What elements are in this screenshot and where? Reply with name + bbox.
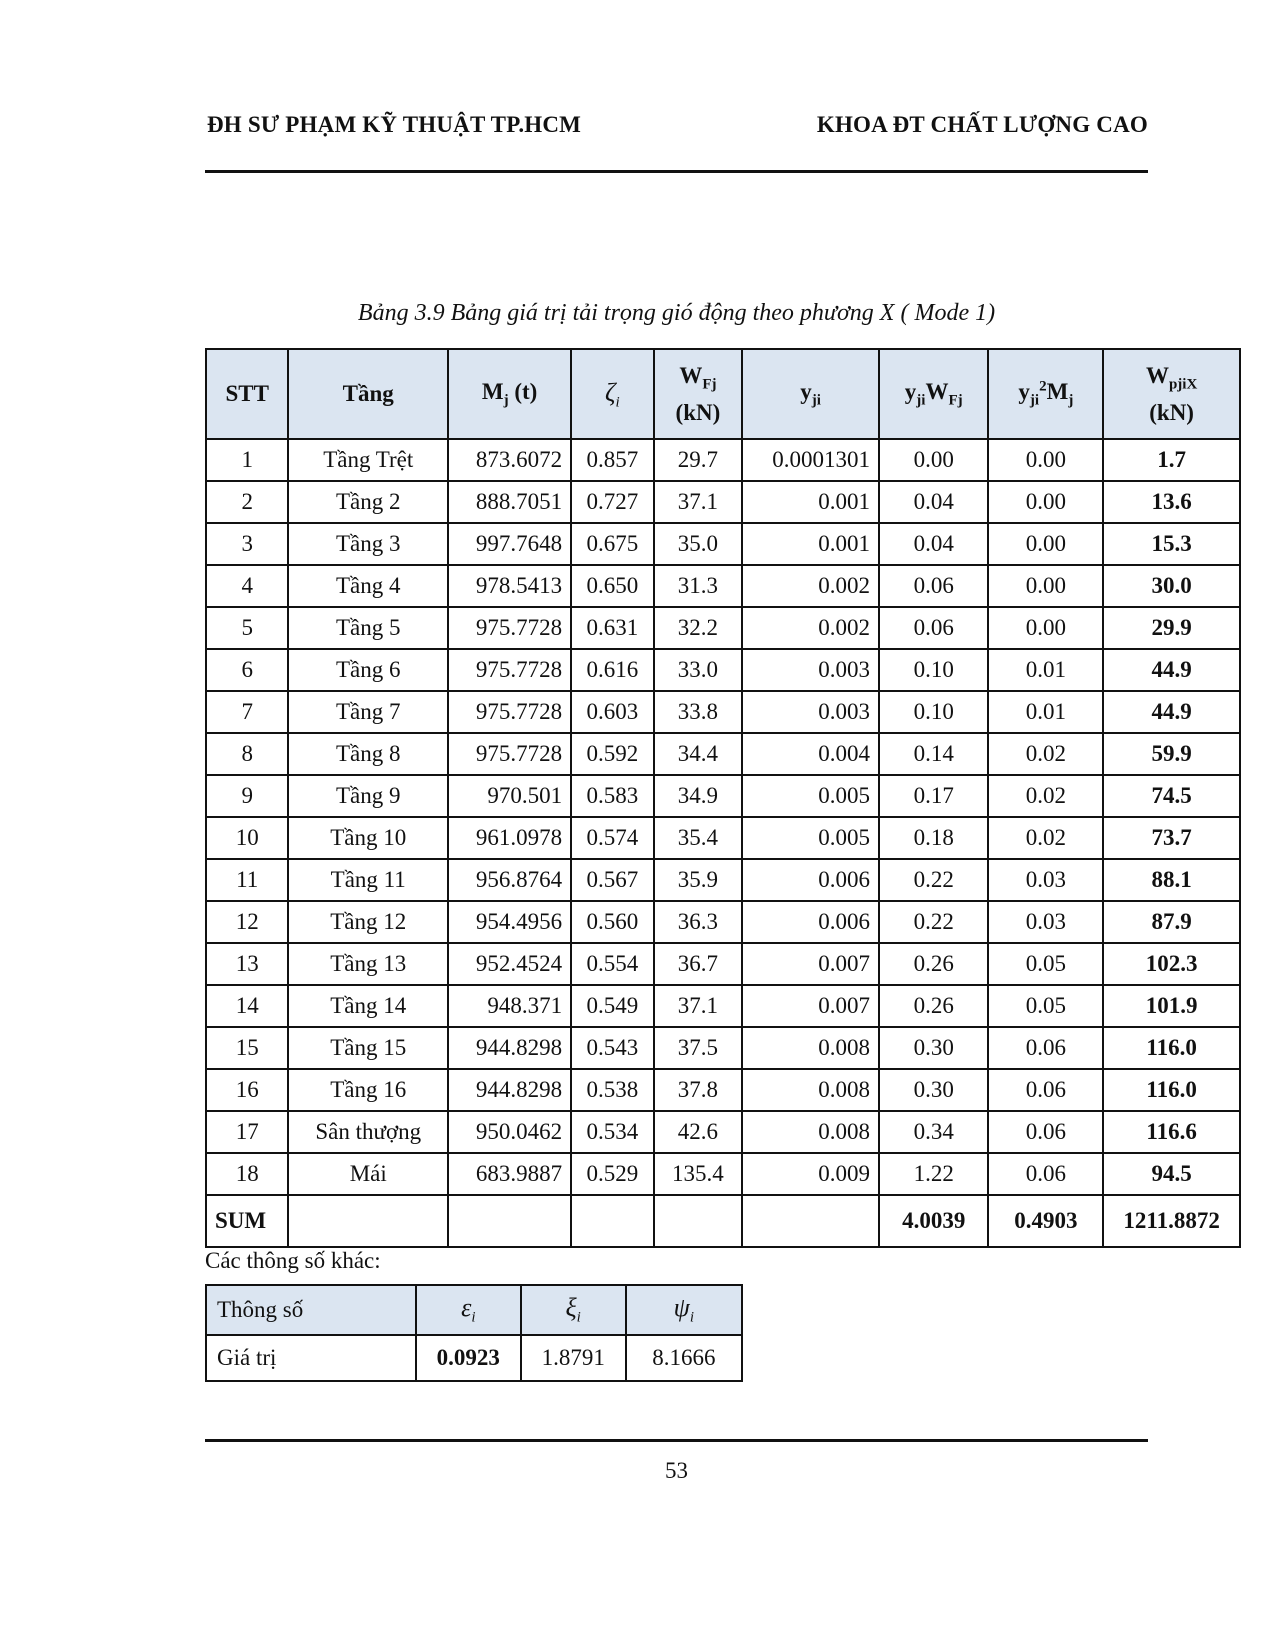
cell-mj: 975.7728 xyxy=(448,607,571,649)
cell-mj: 888.7051 xyxy=(448,481,571,523)
cell-wfj: 36.3 xyxy=(654,901,743,943)
cell-zeta: 0.543 xyxy=(571,1027,653,1069)
table-row xyxy=(206,775,1240,817)
cell-wfj: 37.5 xyxy=(654,1027,743,1069)
cell-yji: 0.007 xyxy=(742,985,879,1027)
cell-tang: Tầng 2 xyxy=(288,481,448,523)
cell-zeta: 0.631 xyxy=(571,607,653,649)
cell-wfj: 35.0 xyxy=(654,523,743,565)
cell-zeta: 0.534 xyxy=(571,1111,653,1153)
psi-header: $\psi_i$ xyxy=(626,1285,742,1335)
cell-yjiwfj: 0.34 xyxy=(879,1111,989,1153)
table-header-row xyxy=(206,349,1240,439)
cell-tang: Tầng 16 xyxy=(288,1069,448,1111)
footer-rule xyxy=(205,1439,1148,1442)
cell-yji2mj: 0.02 xyxy=(988,733,1103,775)
table-row xyxy=(206,607,1240,649)
cell-yji: 0.001 xyxy=(742,481,879,523)
cell-yjiwfj: 0.22 xyxy=(879,859,989,901)
other-params-table xyxy=(205,1284,743,1382)
col-mj: $M_j$ (t) xyxy=(448,349,571,439)
cell-yji: 0.002 xyxy=(742,565,879,607)
sum-row xyxy=(206,1195,1240,1247)
cell-mj: 978.5413 xyxy=(448,565,571,607)
col-wfj: $W_{Fj}$ (kN) xyxy=(654,349,743,439)
cell-wfj: 37.1 xyxy=(654,481,743,523)
cell-wfj: 35.4 xyxy=(654,817,743,859)
cell-zeta: 0.549 xyxy=(571,985,653,1027)
cell-yji: 0.005 xyxy=(742,817,879,859)
cell-zeta: 0.650 xyxy=(571,565,653,607)
cell-wpjix: 73.7 xyxy=(1103,817,1240,859)
cell-stt: 6 xyxy=(206,649,288,691)
cell-mj: 944.8298 xyxy=(448,1027,571,1069)
sum-empty-cell xyxy=(571,1195,653,1247)
cell-wfj: 35.9 xyxy=(654,859,743,901)
cell-yji2mj: 0.06 xyxy=(988,1111,1103,1153)
cell-tang: Tầng Trệt xyxy=(288,439,448,481)
cell-tang: Tầng 9 xyxy=(288,775,448,817)
cell-yji2mj: 0.00 xyxy=(988,523,1103,565)
cell-yji: 0.007 xyxy=(742,943,879,985)
cell-wpjix: 102.3 xyxy=(1103,943,1240,985)
cell-yjiwfj: 0.17 xyxy=(879,775,989,817)
params-value-row xyxy=(206,1335,742,1381)
cell-wfj: 42.6 xyxy=(654,1111,743,1153)
cell-mj: 975.7728 xyxy=(448,649,571,691)
cell-zeta: 0.554 xyxy=(571,943,653,985)
cell-wpjix: 74.5 xyxy=(1103,775,1240,817)
cell-mj: 975.7728 xyxy=(448,733,571,775)
table-row xyxy=(206,649,1240,691)
params-header-row xyxy=(206,1285,742,1335)
table-row xyxy=(206,733,1240,775)
cell-tang: Tầng 3 xyxy=(288,523,448,565)
cell-tang: Tầng 6 xyxy=(288,649,448,691)
cell-zeta: 0.857 xyxy=(571,439,653,481)
cell-stt: 3 xyxy=(206,523,288,565)
cell-yji: 0.005 xyxy=(742,775,879,817)
table-row xyxy=(206,1027,1240,1069)
cell-mj: 950.0462 xyxy=(448,1111,571,1153)
table-row xyxy=(206,439,1240,481)
cell-yji: 0.003 xyxy=(742,691,879,733)
cell-wfj: 34.9 xyxy=(654,775,743,817)
cell-yji: 0.003 xyxy=(742,649,879,691)
cell-yji2mj: 0.03 xyxy=(988,901,1103,943)
cell-yji2mj: 0.03 xyxy=(988,859,1103,901)
cell-yji: 0.008 xyxy=(742,1069,879,1111)
col-yji2mj: $y_{ji}^2M_j$ xyxy=(988,349,1103,439)
cell-zeta: 0.560 xyxy=(571,901,653,943)
table-row xyxy=(206,1153,1240,1195)
cell-mj: 975.7728 xyxy=(448,691,571,733)
cell-zeta: 0.529 xyxy=(571,1153,653,1195)
col-yji: $y_{ji}$ xyxy=(742,349,879,439)
table-row xyxy=(206,691,1240,733)
cell-tang: Tầng 8 xyxy=(288,733,448,775)
cell-stt: 12 xyxy=(206,901,288,943)
cell-stt: 5 xyxy=(206,607,288,649)
cell-yji: 0.008 xyxy=(742,1027,879,1069)
cell-wfj: 33.8 xyxy=(654,691,743,733)
col-yjiwfj: $y_{ji}W_{Fj}$ xyxy=(879,349,989,439)
cell-tang: Tầng 15 xyxy=(288,1027,448,1069)
cell-wpjix: 116.6 xyxy=(1103,1111,1240,1153)
table-row xyxy=(206,565,1240,607)
cell-yji2mj: 0.06 xyxy=(988,1069,1103,1111)
cell-zeta: 0.538 xyxy=(571,1069,653,1111)
cell-zeta: 0.567 xyxy=(571,859,653,901)
epsilon-value: 0.0923 xyxy=(416,1335,521,1381)
psi-value: 8.1666 xyxy=(626,1335,742,1381)
cell-stt: 9 xyxy=(206,775,288,817)
sum-empty-cell xyxy=(742,1195,879,1247)
cell-yji: 0.006 xyxy=(742,901,879,943)
cell-wpjix: 1.7 xyxy=(1103,439,1240,481)
page-number: 53 xyxy=(665,1458,688,1483)
cell-yji2mj: 0.05 xyxy=(988,985,1103,1027)
cell-mj: 956.8764 xyxy=(448,859,571,901)
cell-yji: 0.009 xyxy=(742,1153,879,1195)
cell-zeta: 0.592 xyxy=(571,733,653,775)
cell-yji: 0.008 xyxy=(742,1111,879,1153)
cell-wpjix: 88.1 xyxy=(1103,859,1240,901)
cell-zeta: 0.583 xyxy=(571,775,653,817)
cell-tang: Tầng 7 xyxy=(288,691,448,733)
header-rule xyxy=(205,170,1148,173)
cell-mj: 970.501 xyxy=(448,775,571,817)
cell-wpjix: 101.9 xyxy=(1103,985,1240,1027)
cell-stt: 1 xyxy=(206,439,288,481)
col-zeta: $\zeta_i$ xyxy=(571,349,653,439)
cell-wfj: 31.3 xyxy=(654,565,743,607)
table-row xyxy=(206,481,1240,523)
sum-empty-cell xyxy=(288,1195,448,1247)
cell-wpjix: 44.9 xyxy=(1103,649,1240,691)
cell-yji: 0.001 xyxy=(742,523,879,565)
cell-wpjix: 87.9 xyxy=(1103,901,1240,943)
sum-label: SUM xyxy=(206,1195,288,1247)
cell-stt: 18 xyxy=(206,1153,288,1195)
cell-wfj: 135.4 xyxy=(654,1153,743,1195)
cell-stt: 17 xyxy=(206,1111,288,1153)
cell-stt: 10 xyxy=(206,817,288,859)
header-university: ĐH SƯ PHẠM KỸ THUẬT TP.HCM xyxy=(207,112,582,137)
cell-yjiwfj: 0.30 xyxy=(879,1069,989,1111)
cell-yji2mj: 0.00 xyxy=(988,439,1103,481)
cell-stt: 14 xyxy=(206,985,288,1027)
cell-mj: 954.4956 xyxy=(448,901,571,943)
xi-value: 1.8791 xyxy=(521,1335,626,1381)
col-wpjix: $W_{pjiX}$ (kN) xyxy=(1103,349,1240,439)
cell-yji2mj: 0.02 xyxy=(988,817,1103,859)
cell-stt: 13 xyxy=(206,943,288,985)
cell-yjiwfj: 0.18 xyxy=(879,817,989,859)
sum-yji2mj: 0.4903 xyxy=(988,1195,1103,1247)
cell-yjiwfj: 0.04 xyxy=(879,523,989,565)
cell-zeta: 0.616 xyxy=(571,649,653,691)
cell-yjiwfj: 0.06 xyxy=(879,565,989,607)
cell-mj: 683.9887 xyxy=(448,1153,571,1195)
sum-empty-cell xyxy=(654,1195,743,1247)
cell-yji: 0.002 xyxy=(742,607,879,649)
epsilon-header: $\varepsilon_i$ xyxy=(416,1285,521,1335)
cell-yji2mj: 0.00 xyxy=(988,565,1103,607)
cell-wpjix: 59.9 xyxy=(1103,733,1240,775)
cell-wfj: 34.4 xyxy=(654,733,743,775)
cell-wpjix: 116.0 xyxy=(1103,1069,1240,1111)
cell-wfj: 33.0 xyxy=(654,649,743,691)
wind-load-table xyxy=(205,348,1241,1248)
cell-yjiwfj: 0.04 xyxy=(879,481,989,523)
cell-wfj: 37.1 xyxy=(654,985,743,1027)
cell-tang: Tầng 10 xyxy=(288,817,448,859)
cell-yji: 0.004 xyxy=(742,733,879,775)
cell-stt: 15 xyxy=(206,1027,288,1069)
cell-stt: 11 xyxy=(206,859,288,901)
cell-tang: Tầng 12 xyxy=(288,901,448,943)
cell-tang: Mái xyxy=(288,1153,448,1195)
col-stt: STT xyxy=(206,349,288,439)
cell-wpjix: 29.9 xyxy=(1103,607,1240,649)
cell-wfj: 32.2 xyxy=(654,607,743,649)
cell-yjiwfj: 0.26 xyxy=(879,985,989,1027)
cell-tang: Tầng 4 xyxy=(288,565,448,607)
cell-wfj: 37.8 xyxy=(654,1069,743,1111)
table-row xyxy=(206,901,1240,943)
table-row xyxy=(206,859,1240,901)
cell-yjiwfj: 0.10 xyxy=(879,649,989,691)
cell-tang: Tầng 11 xyxy=(288,859,448,901)
cell-wpjix: 30.0 xyxy=(1103,565,1240,607)
cell-yjiwfj: 0.14 xyxy=(879,733,989,775)
cell-yjiwfj: 0.00 xyxy=(879,439,989,481)
sum-yjiwfj: 4.0039 xyxy=(879,1195,989,1247)
cell-mj: 948.371 xyxy=(448,985,571,1027)
cell-tang: Tầng 14 xyxy=(288,985,448,1027)
table-row xyxy=(206,523,1240,565)
cell-yji: 0.0001301 xyxy=(742,439,879,481)
sum-wpjix: 1211.8872 xyxy=(1103,1195,1240,1247)
cell-zeta: 0.603 xyxy=(571,691,653,733)
cell-tang: Tầng 5 xyxy=(288,607,448,649)
cell-yji2mj: 0.02 xyxy=(988,775,1103,817)
other-params-label: Các thông số khác: xyxy=(205,1248,381,1273)
cell-wfj: 29.7 xyxy=(654,439,743,481)
xi-header: $\xi_i$ xyxy=(521,1285,626,1335)
cell-stt: 4 xyxy=(206,565,288,607)
cell-mj: 873.6072 xyxy=(448,439,571,481)
params-value-label: Giá trị xyxy=(206,1335,416,1381)
cell-yjiwfj: 0.30 xyxy=(879,1027,989,1069)
cell-yjiwfj: 0.10 xyxy=(879,691,989,733)
cell-yjiwfj: 0.06 xyxy=(879,607,989,649)
cell-mj: 952.4524 xyxy=(448,943,571,985)
cell-zeta: 0.727 xyxy=(571,481,653,523)
cell-tang: Tầng 13 xyxy=(288,943,448,985)
cell-zeta: 0.574 xyxy=(571,817,653,859)
cell-wpjix: 13.6 xyxy=(1103,481,1240,523)
sum-empty-cell xyxy=(448,1195,571,1247)
cell-yjiwfj: 1.22 xyxy=(879,1153,989,1195)
table-row xyxy=(206,985,1240,1027)
cell-yji2mj: 0.01 xyxy=(988,649,1103,691)
cell-wpjix: 116.0 xyxy=(1103,1027,1240,1069)
cell-yjiwfj: 0.26 xyxy=(879,943,989,985)
cell-tang: Sân thượng xyxy=(288,1111,448,1153)
cell-wfj: 36.7 xyxy=(654,943,743,985)
zeta-symbol: ζ xyxy=(605,377,616,407)
cell-yji2mj: 0.01 xyxy=(988,691,1103,733)
table-row xyxy=(206,943,1240,985)
cell-stt: 7 xyxy=(206,691,288,733)
cell-yji2mj: 0.00 xyxy=(988,481,1103,523)
col-tang: Tầng xyxy=(288,349,448,439)
cell-yji: 0.006 xyxy=(742,859,879,901)
table-row xyxy=(206,1069,1240,1111)
cell-wpjix: 15.3 xyxy=(1103,523,1240,565)
cell-zeta: 0.675 xyxy=(571,523,653,565)
cell-stt: 16 xyxy=(206,1069,288,1111)
cell-yji2mj: 0.06 xyxy=(988,1027,1103,1069)
cell-mj: 961.0978 xyxy=(448,817,571,859)
cell-mj: 944.8298 xyxy=(448,1069,571,1111)
page-header xyxy=(205,112,1148,142)
cell-yji2mj: 0.06 xyxy=(988,1153,1103,1195)
table-row xyxy=(206,817,1240,859)
cell-stt: 8 xyxy=(206,733,288,775)
cell-yjiwfj: 0.22 xyxy=(879,901,989,943)
cell-yji2mj: 0.00 xyxy=(988,607,1103,649)
table-caption: Bảng 3.9 Bảng giá trị tải trọng gió động theo phương X ( Mode 1) xyxy=(357,300,996,326)
cell-wpjix: 94.5 xyxy=(1103,1153,1240,1195)
params-head-label: Thông số xyxy=(206,1285,416,1335)
cell-mj: 997.7648 xyxy=(448,523,571,565)
cell-wpjix: 44.9 xyxy=(1103,691,1240,733)
cell-yji2mj: 0.05 xyxy=(988,943,1103,985)
cell-stt: 2 xyxy=(206,481,288,523)
header-faculty: KHOA ĐT CHẤT LƯỢNG CAO xyxy=(816,112,1148,137)
table-row xyxy=(206,1111,1240,1153)
